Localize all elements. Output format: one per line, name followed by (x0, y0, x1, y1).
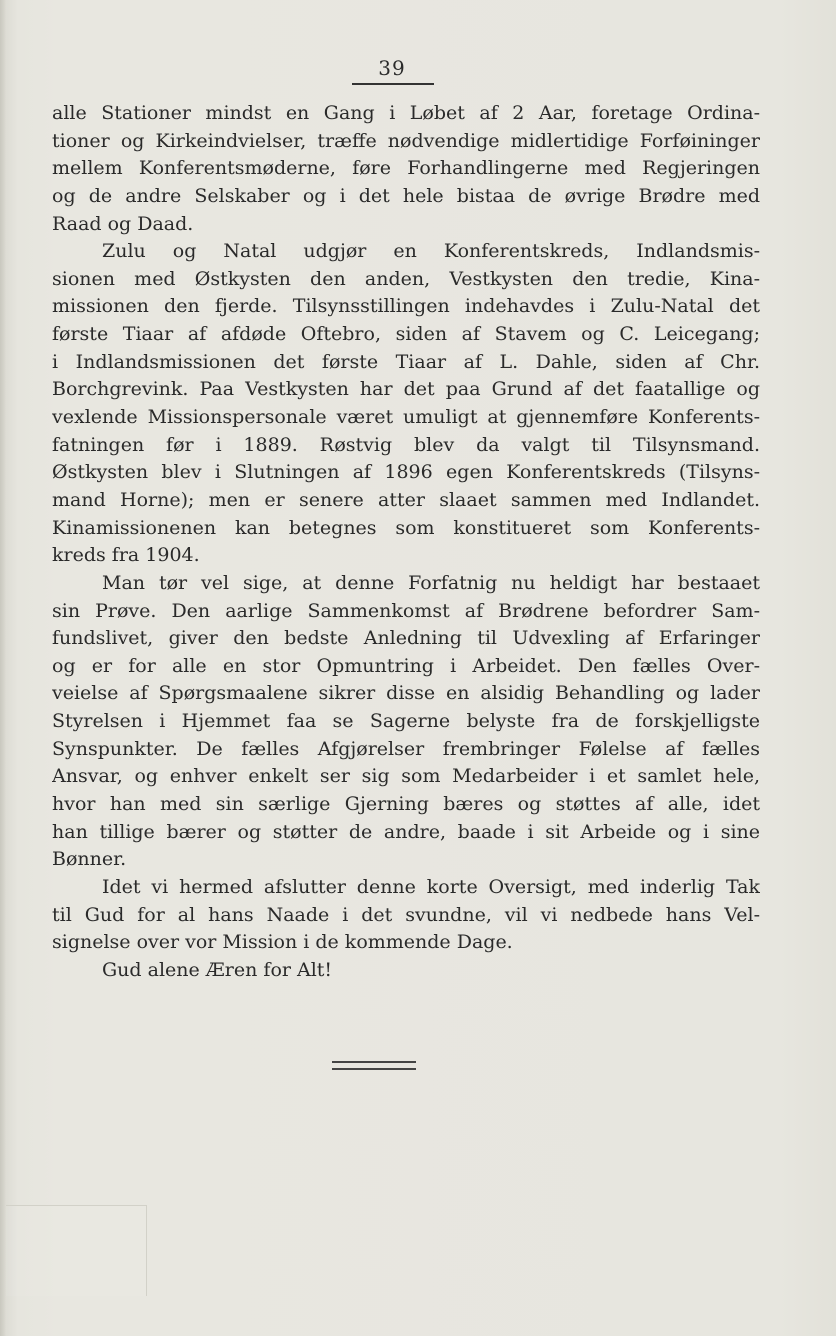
end-rule-top (332, 1061, 416, 1063)
paragraph (52, 570, 760, 874)
text-line: veielse af Spørgsmaalene sikrer disse en alsidig Behandling og lader (52, 682, 760, 705)
page-number: 39 (378, 56, 406, 80)
text-line: mand Horne); men er senere atter slaaet sammen med Indlandet. (52, 488, 760, 511)
text-line: vexlende Missionspersonale været umuligt at gjennemføre Konferents- (52, 406, 760, 429)
text-line: sionen med Østkysten den anden, Vestkysten den tredie, Kina- (52, 267, 760, 290)
text-line: og de andre Selskaber og i det hele bistaa de øvrige Brødre med (52, 184, 760, 207)
text-line: fatningen før i 1889. Røstvig blev da valgt til Tilsynsmand. (52, 433, 760, 456)
text-line: hvor han med sin særlige Gjerning bæres og støttes af alle, idet (52, 793, 760, 816)
text-line: mellem Konferentsmøderne, føre Forhandlingerne med Regjeringen (52, 157, 760, 180)
page-edge-shadow (0, 0, 6, 1336)
text-line: tioner og Kirkeindvielser, træffe nødvendige midlertidige Forføininger (52, 129, 760, 152)
paragraph (52, 100, 760, 238)
text-line: kreds fra 1904. (52, 544, 200, 567)
text-line: Gud alene Æren for Alt! (102, 958, 333, 981)
margin-stamp-area (6, 1205, 147, 1296)
text-line: missionen den fjerde. Tilsynsstillingen indehavdes i Zulu-Natal det (52, 295, 760, 318)
body-text (52, 100, 760, 985)
text-line: første Tiaar af afdøde Oftebro, siden af Stavem og C. Leicegang; (52, 323, 760, 346)
paragraph (52, 238, 760, 570)
text-line: Man tør vel sige, at denne Forfatnig nu heldigt har bestaaet (102, 571, 760, 594)
text-line: Kinamissionenen kan betegnes som konstitueret som Konferents- (52, 516, 760, 539)
paragraph (52, 957, 760, 985)
end-rule-bottom (332, 1068, 416, 1070)
paragraph (52, 874, 760, 957)
text-line: Synspunkter. De fælles Afgjørelser frembringer Følelse af fælles (52, 737, 760, 760)
text-line: Styrelsen i Hjemmet faa se Sagerne belyste fra de forskjelligste (52, 710, 760, 733)
text-line: og er for alle en stor Opmuntring i Arbeidet. Den fælles Over- (52, 654, 760, 677)
text-line: Ansvar, og enhver enkelt ser sig som Medarbeider i et samlet hele, (52, 765, 760, 788)
text-line: Bønner. (52, 848, 127, 871)
text-line: Østkysten blev i Slutningen af 1896 egen Konferentskreds (Tilsyns- (52, 461, 760, 484)
text-line: sin Prøve. Den aarlige Sammenkomst af Brødrene befordrer Sam- (52, 599, 760, 622)
text-line: i Indlandsmissionen det første Tiaar af L. Dahle, siden af Chr. (52, 350, 760, 373)
text-line: Borchgrevink. Paa Vestkysten har det paa Grund af det faatallige og (52, 378, 760, 401)
text-line: han tillige bærer og støtter de andre, baade i sit Arbeide og i sine (52, 820, 760, 843)
text-line: Raad og Daad. (52, 212, 194, 235)
page-number-rule (352, 83, 434, 85)
text-line: signelse over vor Mission i de kommende Dage. (52, 931, 513, 954)
text-line: til Gud for al hans Naade i det svundne, vil vi nedbede hans Vel- (52, 903, 760, 926)
text-line: alle Stationer mindst en Gang i Løbet af 2 Aar, foretage Ordina- (52, 102, 760, 124)
text-line: fundslivet, giver den bedste Anledning til Udvexling af Erfaringer (52, 627, 760, 650)
text-line: Zulu og Natal udgjør en Konferentskreds, Indlandsmis- (102, 240, 760, 263)
text-line: Idet vi hermed afslutter denne korte Oversigt, med inderlig Tak (102, 875, 760, 898)
